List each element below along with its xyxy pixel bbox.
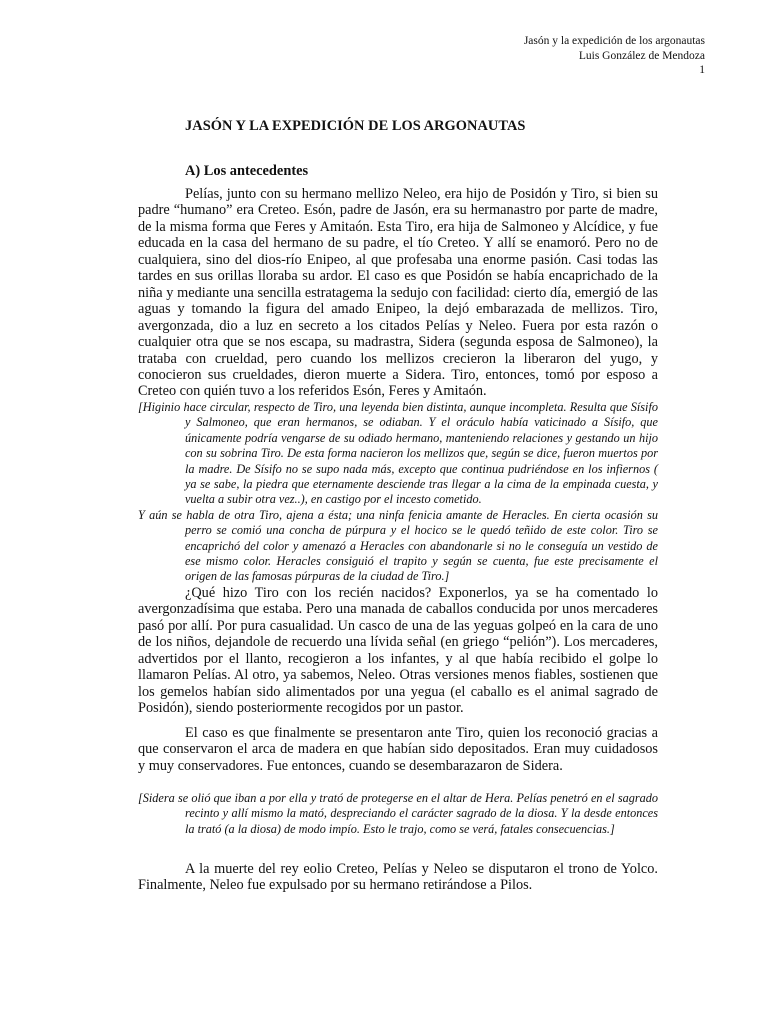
note-sidera: [Sidera se olió que iban a por ella y trató de protegerse en el altar de Hera. Pelías penetró en el sagrado recinto y allí mismo la mató, despreciando el carácter sagrado de la diosa. Y la desde entonces la trató (a la diosa) de modo impío. Esto le trajo, como se verá, fatales consecuencias.] xyxy=(138,791,658,836)
running-header xyxy=(524,34,705,78)
paragraph-2: ¿Qué hizo Tiro con los recién nacidos? Exponerlos, ya se ha comentado lo avergonzadísima que estaba. Pero una manada de caballos conducida por unos mercaderes pasó por allí. Por pura casualidad. Un casco de una de las yeguas golpeó en la cara de uno de los niños, dejandole de recuerdo una lívida señal (en griego “pelión”). Los mercaderes, advertidos por el llanto, recogieron a los infantes, y al que había recibido el golpe lo llamaron Pelías. Al otro, ya sabemos, Neleo. Otras versiones menos fiables, sostienen que los gemelos habían sido alimentados por una yegua (el caballo es el animal sagrado de Posidón), siendo posteriormente recogidos por un pastor. xyxy=(138,585,658,717)
document-title: JASÓN Y LA EXPEDICIÓN DE LOS ARGONAUTAS xyxy=(185,118,526,134)
paragraph-4: A la muerte del rey eolio Creteo, Pelías y Neleo se disputaron el trono de Yolco. Finalmente, Neleo fue expulsado por su hermano retirándose a Pilos. xyxy=(138,861,658,894)
running-title: Jasón y la expedición de los argonautas xyxy=(523,35,705,47)
footnote-block-1 xyxy=(138,400,658,585)
section-heading: A) Los antecedentes xyxy=(185,163,309,179)
note-hyginus: [Higinio hace circular, respecto de Tiro, una leyenda bien distinta, aunque incompleta. Resulta que Sísifo y Salmoneo, que eran hermanos, se odiaban. Y el oráculo había vaticinado a Sísifo, que únicamente podría vengarse de su odiado hermano, manteniendo relaciones y gestando un hijo con su sobrina Tiro. De esta forma nacieron los mellizos que, según se dice, fueron muertos por la madre. De Sísifo no se supo nada más, excepto que continua pudriéndose en los infiernos ( ya se sabe, la piedra que eternamente desciende tras llegar a la cima de la empinada cuesta, y vuelta a subir otra vez..), en castigo por el incesto cometido. xyxy=(138,400,658,507)
paragraph-1: Pelías, junto con su hermano mellizo Neleo, era hijo de Posidón y Tiro, si bien su padre “humano” era Creteo. Esón, padre de Jasón, era su hermanastro por parte de madre, de la misma forma que Feres y Amitaón. Esta Tiro, era hija de Salmoneo y Alcídice, y fue educada en la casa del hermano de su padre, el tío Creteo. Y allí se enamoró. Pero no de cualquiera, sino del dios-río Enipeo, al que profesaba una enorme pasión. Casi todas las tardes en sus orillas lloraba su ardor. El caso es que Posidón se había encaprichado de la niña y mediante una sencilla estratagema la sedujo con facilidad: cierto día, emergió de las aguas y tomando la figura del amado Enipeo, la dejó embarazada de mellizos. Tiro, avergonzada, dio a luz en secreto a los citados Pelías y Neleo. Fuera por esta razón o cualquier otra que se nos escapa, su madrastra, Sidera (segunda esposa de Salmoneo), la trataba con crueldad, pero cuando los mellizos crecieron la liberaron del yugo, y conocieron sus crueldades, dieron muerte a Sidera. Tiro, entonces, tomó por esposo a Creteo con quién tuvo a los referidos Esón, Feres y Amitaón. xyxy=(138,186,658,400)
footnote-block-2 xyxy=(138,791,658,837)
paragraph-3: El caso es que finalmente se presentaron ante Tiro, quien los reconoció gracias a que conservaron el arca de madera en que habían sido depositados. Eran muy cuidadosos y muy conservadores. Fue entonces, cuando se desembarazaron de Sidera. xyxy=(138,725,658,774)
note-tyre-nymph: Y aún se habla de otra Tiro, ajena a ésta; una ninfa fenicia amante de Heracles. En cierta ocasión su perro se comió una concha de púrpura y el hocico se le quedó teñido de este color. Tiro se encaprichó del color y amenazó a Heracles con abandonarle si no le conseguía un vestido de ese mismo color. Heracles consiguió el trapito y según se cuenta, fue este precisamente el origen de las famosas púrpuras de la ciudad de Tiro.] xyxy=(138,507,658,584)
page-number: 1 xyxy=(699,64,705,76)
author-name: Luis González de Mendoza xyxy=(578,49,705,62)
